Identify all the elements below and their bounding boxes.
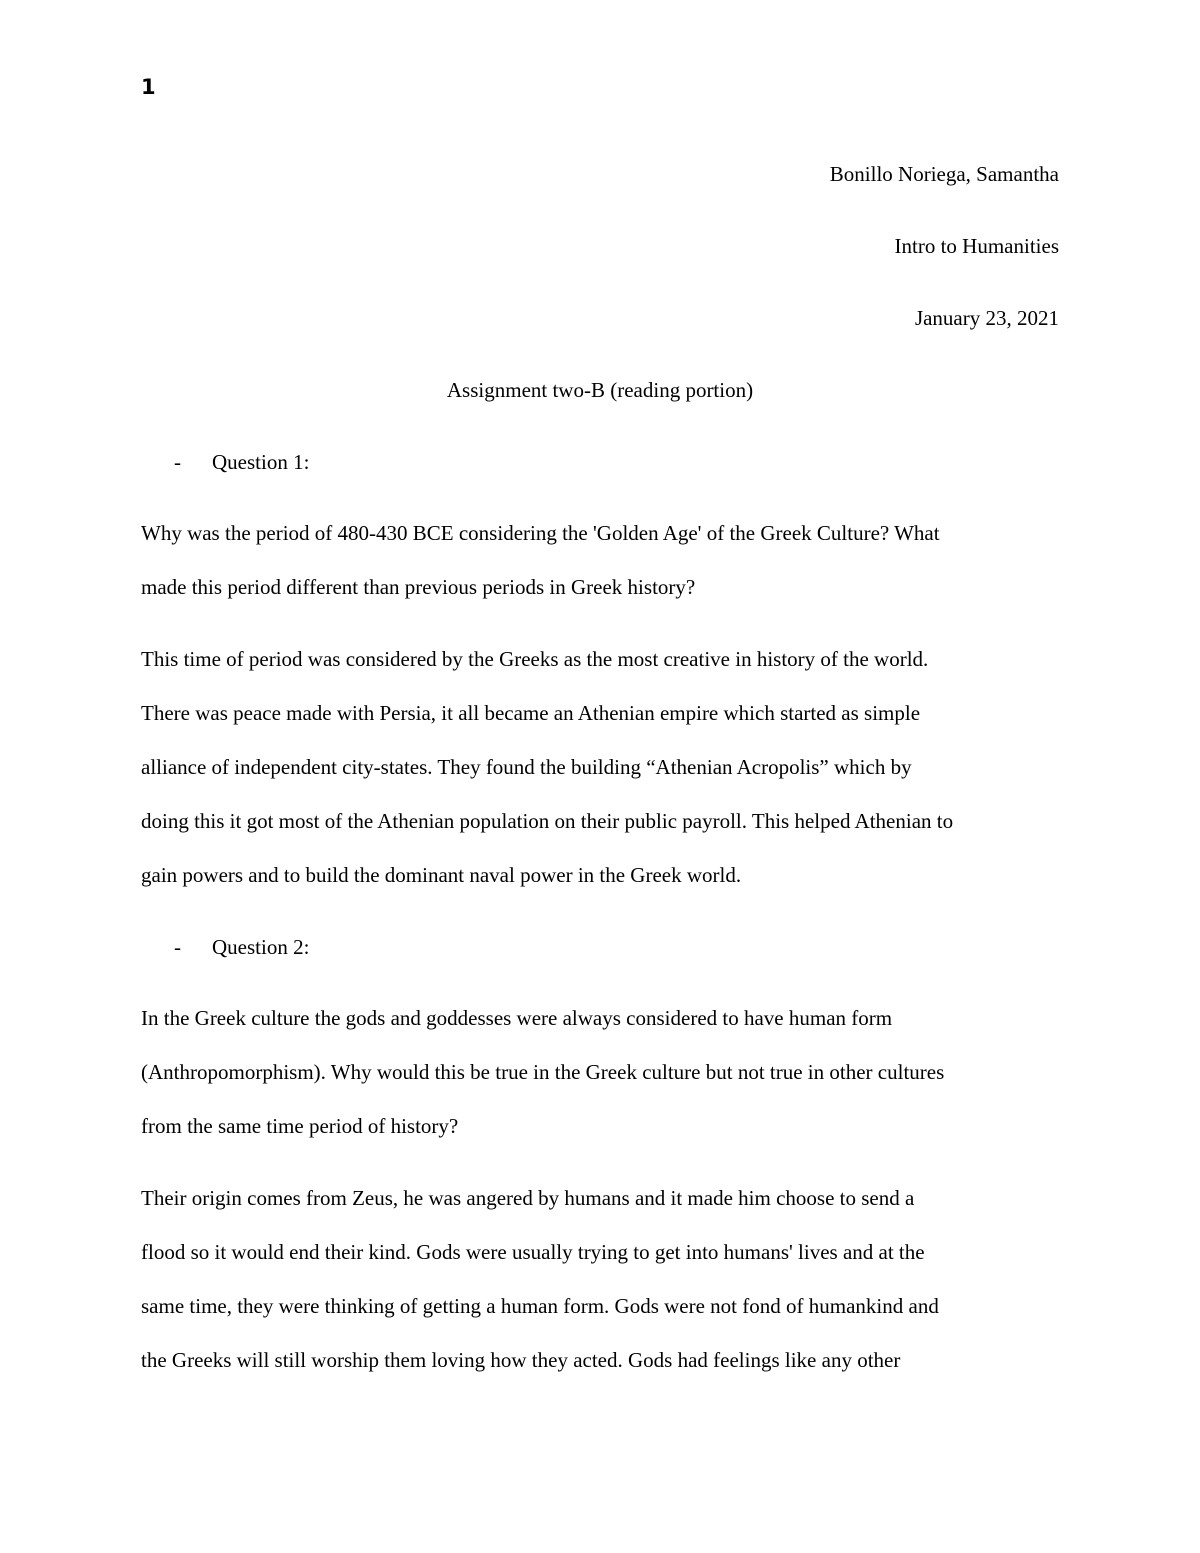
question-2-answer-line: flood so it would end their kind. Gods were usually trying to get into humans' lives and at the: [141, 1240, 925, 1264]
document-date: January 23, 2021: [914, 306, 1059, 330]
question-2-prompt-line: (Anthropomorphism). Why would this be true in the Greek culture but not true in other cultures: [141, 1060, 945, 1084]
question-1-prompt-line: made this period different than previous periods in Greek history?: [141, 575, 696, 599]
question-2-prompt-line: from the same time period of history?: [141, 1114, 459, 1138]
question-2-answer-line: same time, they were thinking of getting a human form. Gods were not fond of humankind and: [141, 1294, 939, 1318]
question-1-label: Question 1:: [212, 450, 310, 474]
question-1-answer-line: This time of period was considered by the Greeks as the most creative in history of the world.: [141, 647, 929, 671]
bullet-marker: -: [174, 450, 181, 474]
question-1-answer-line: gain powers and to build the dominant naval power in the Greek world.: [141, 863, 742, 887]
question-1-answer-line: alliance of independent city-states. They found the building “Athenian Acropolis” which by: [141, 755, 912, 779]
question-1-prompt-line: Why was the period of 480-430 BCE considering the 'Golden Age' of the Greek Culture? What: [141, 521, 940, 545]
question-2-prompt-line: In the Greek culture the gods and goddesses were always considered to have human form: [141, 1006, 893, 1030]
course-name: Intro to Humanities: [894, 234, 1059, 258]
question-1-answer-line: doing this it got most of the Athenian population on their public payroll. This helped Athenian to: [141, 809, 954, 833]
question-2-answer-line: the Greeks will still worship them loving how they acted. Gods had feelings like any other: [141, 1348, 901, 1372]
question-2-answer-line: Their origin comes from Zeus, he was angered by humans and it made him choose to send a: [141, 1186, 915, 1210]
question-1-answer-line: There was peace made with Persia, it all became an Athenian empire which started as simple: [141, 701, 921, 725]
bullet-marker: -: [174, 935, 181, 959]
document-title: Assignment two-B (reading portion): [446, 378, 754, 402]
author-name: Bonillo Noriega, Samantha: [829, 162, 1059, 186]
page-number: 1: [141, 75, 156, 99]
question-2-label: Question 2:: [212, 935, 310, 959]
